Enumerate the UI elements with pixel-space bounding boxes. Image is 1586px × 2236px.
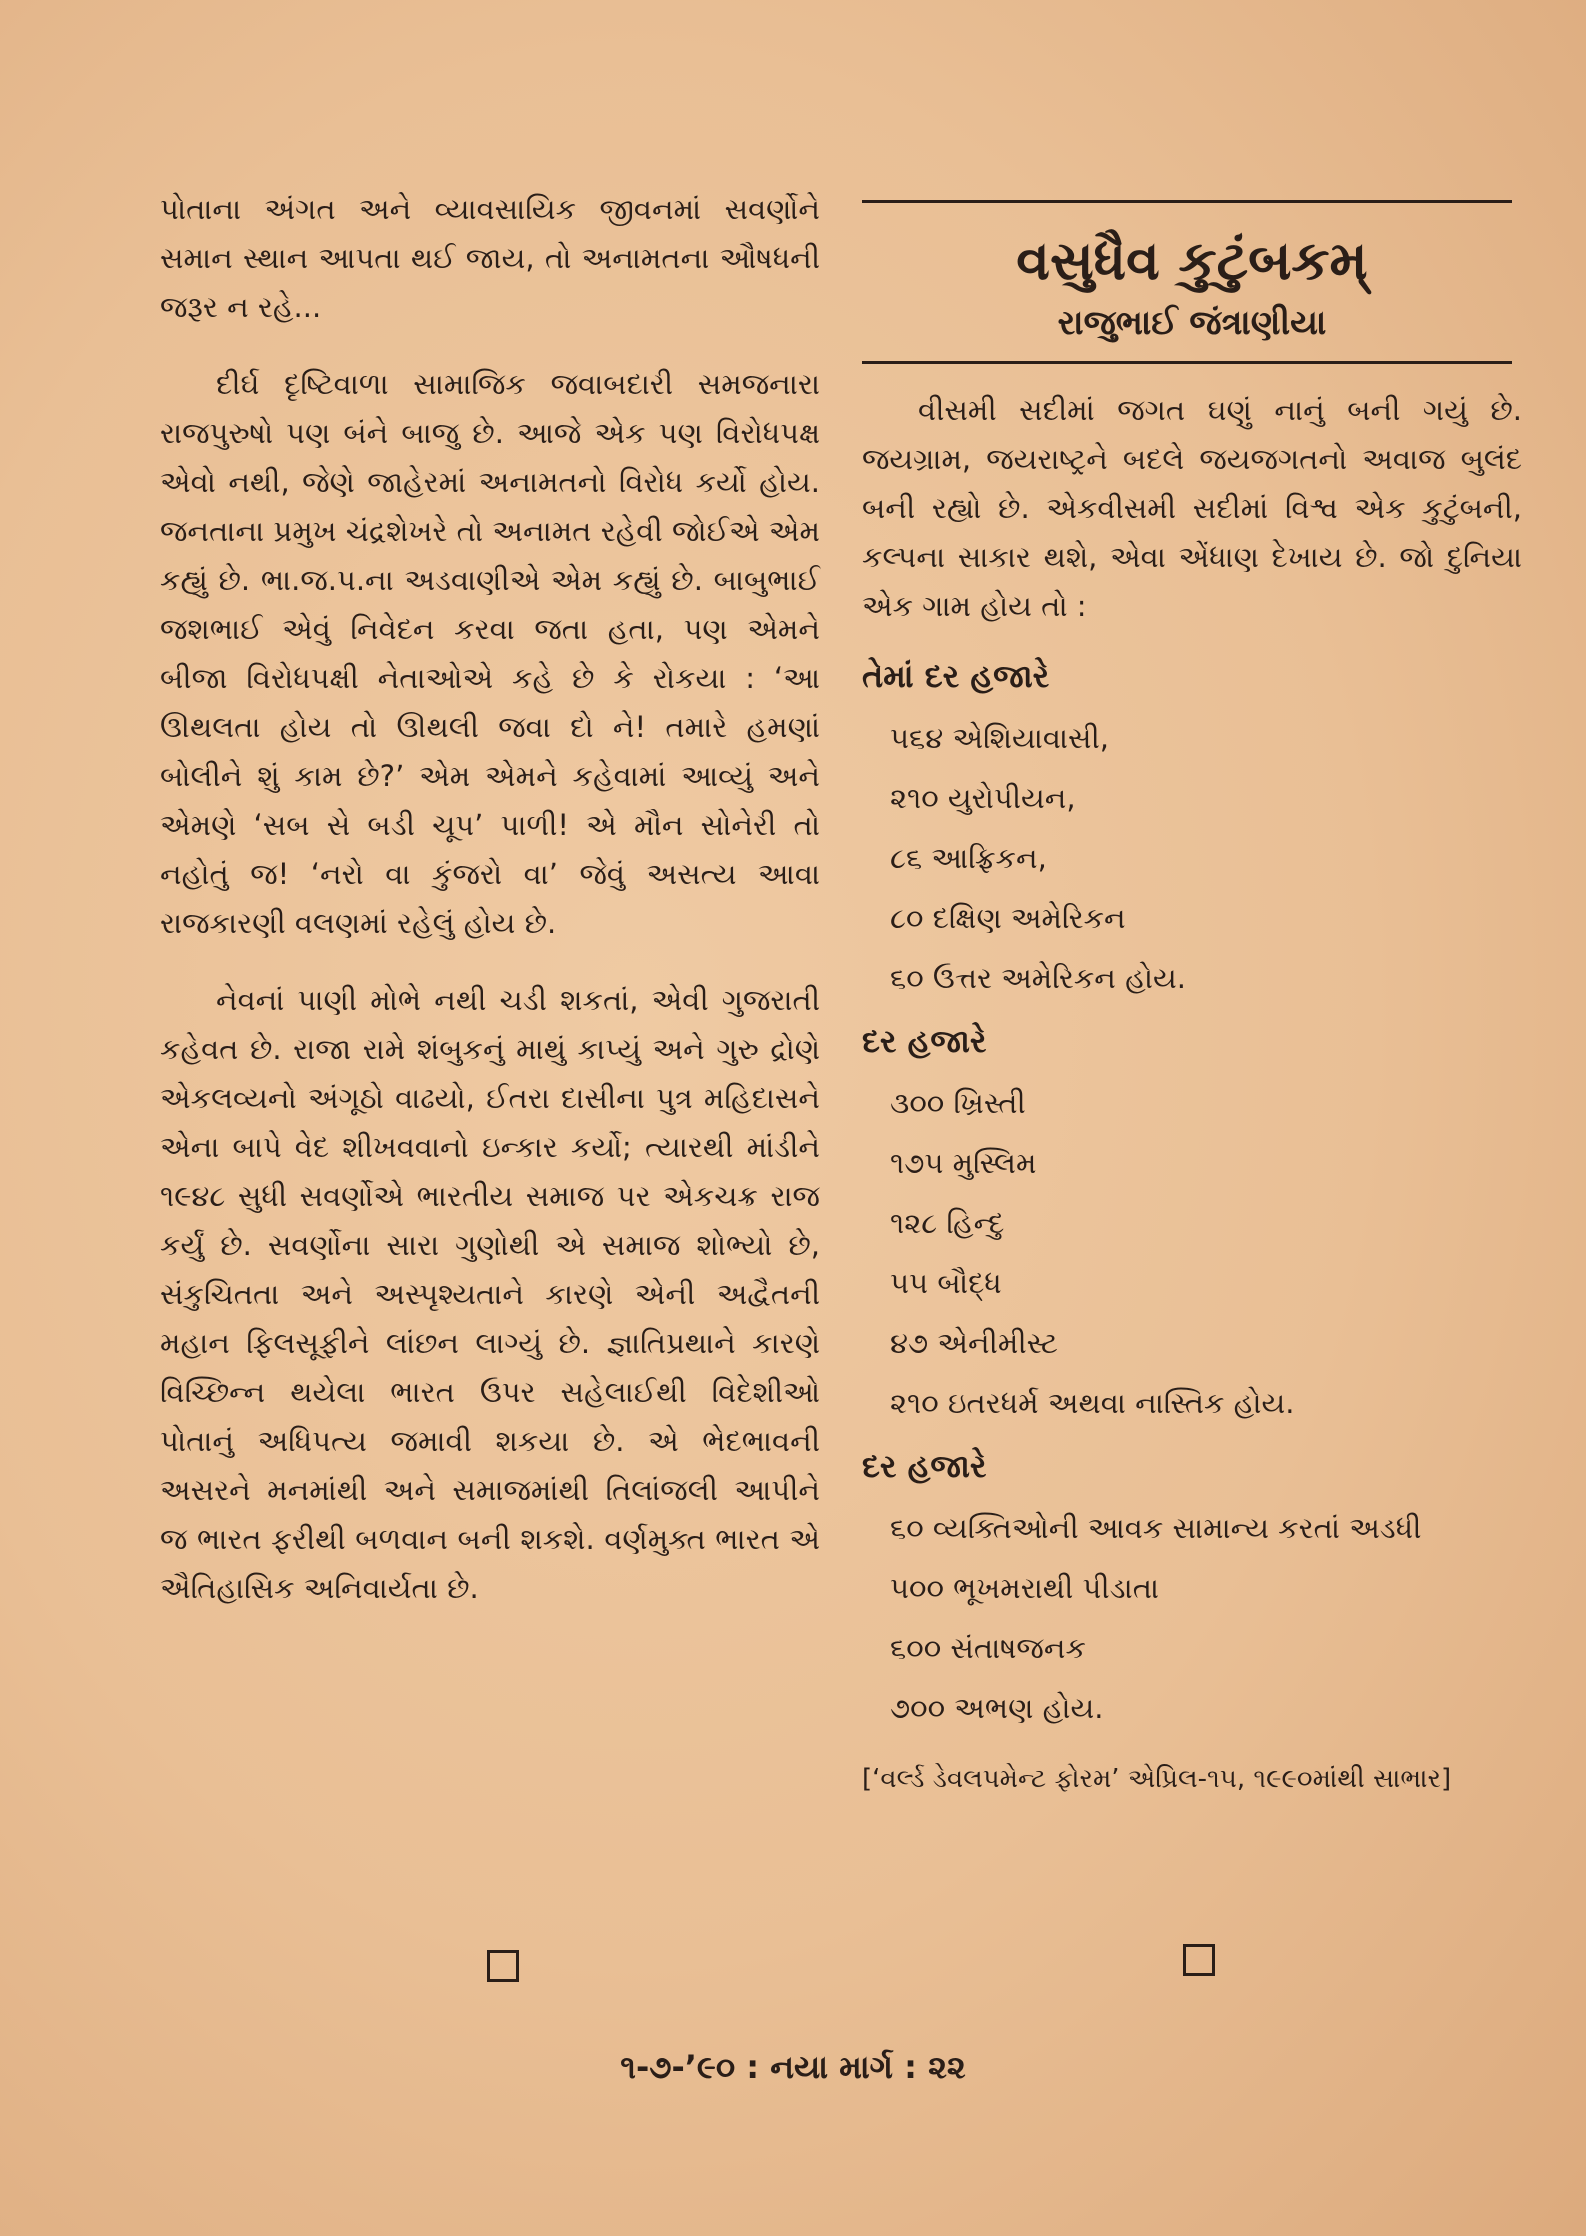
- list-item: ૭૦૦ અભણ હોય.: [890, 1691, 1104, 1725]
- paragraph-continuation: પોતાના અંગત અને વ્યાવસાયિક જીવનમાં સવર્ણોને સમાન સ્થાન આપતા થઈ જાય, તો અનામતના ઔષધની જરૂર ન રહે...: [160, 192, 820, 324]
- left-column: [160, 185, 820, 1641]
- end-mark-right: [1183, 1944, 1215, 1976]
- article-title: વસુધૈવ કુટુંબકમ્: [1016, 229, 1368, 292]
- list-item: ૨૧૦ ઇતરધર્મ અથવા નાસ્તિક હોય.: [890, 1386, 1295, 1420]
- list-item: ૫૦૦ ભૂખમરાથી પીડાતા: [890, 1571, 1160, 1605]
- bottom-rule: [862, 361, 1512, 364]
- list-item: ૪૭ એનીમીસ્ટ: [890, 1326, 1058, 1360]
- list-item: ૮૬ આફ્રિકન,: [890, 841, 1047, 875]
- list-item: ૮૦ દક્ષિણ અમેરિકન: [890, 901, 1126, 935]
- article-author: રાજુભાઈ જંત્રાણીયા: [1057, 303, 1327, 343]
- paragraph-history: નેવનાં પાણી મોભે નથી ચડી શકતાં, એવી ગુજરાતી કહેવત છે. રાજા રામે શંબુકનું માથું કાપ્યું અને ગુરુ દ્રોણે એકલવ્યનો અંગૂઠો વાઢયો, ઈતરા દાસીના પુત્ર મહિદાસને એના બાપે વેદ શીખવવાનો ઇન્કાર કર્યો; ત્યારથી માંડીને ૧૯૪૮ સુધી સવર્ણોએ ભારતીય સમાજ પર એકચક્ર રાજ કર્યું છે. સવર્ણોના સારા ગુણોથી એ સમાજ શોભ્યો છે, સંકુચિતતા અને અસ્પૃશ્યતાને કારણે એની અદ્વૈતની મહાન ફિલસૂફીને લાંછન લાગ્યું છે. જ્ઞાતિપ્રથાને કારણે વિચ્છિન્ન થયેલા ભારત ઉપર સહેલાઈથી વિદેશીઓ પોતાનું અધિપત્ય જમાવી શકયા છે. એ ભેદભાવની અસરને મનમાંથી અને સમાજમાંથી તિલાંજલી આપીને જ ભારત ફરીથી બળવાન બની શકશે. વર્ણમુક્ત ભારત એ ઐતિહાસિક અનિવાર્યતા છે.: [160, 983, 820, 1605]
- right-column: [862, 200, 1522, 1802]
- section2-list: [862, 1073, 1522, 1433]
- list-item: ૧૭૫ મુસ્લિમ: [890, 1146, 1037, 1180]
- section3-heading: દર હજારે: [862, 1447, 987, 1485]
- list-item: ૨૧૦ યુરોપીયન,: [890, 781, 1076, 815]
- list-item: ૬૦ ઉત્તર અમેરિકન હોય.: [890, 961, 1186, 995]
- list-item: ૬૦ વ્યક્તિઓની આવક સામાન્ય કરતાં અડધી: [890, 1511, 1422, 1545]
- section1-heading: તેમાં દર હજારે: [862, 657, 1050, 695]
- list-item: ૧૨૮ હિન્દુ: [890, 1206, 1005, 1240]
- paragraph-politicians: દીર્ઘ દૃષ્ટિવાળા સામાજિક જવાબદારી સમજનારા રાજપુરુષો પણ બંને બાજુ છે. આજે એક પણ વિરોધપક્ષ એવો નથી, જેણે જાહેરમાં અનામતનો વિરોધ કર્યો હોય. જનતાના પ્રમુખ ચંદ્રશેખરે તો અનામત રહેવી જોઈએ એમ કહ્યું છે. ભા.જ.પ.ના અડવાણીએ એમ કહ્યું છે. બાબુભાઈ જશભાઈ એવું નિવેદન કરવા જતા હતા, પણ એમને બીજા વિરોધપક્ષી નેતાઓએ કહે છે કે રોકયા : ‘આ ઊથલતા હોય તો ઊથલી જવા દો ને! તમારે હમણાં બોલીને શું કામ છે?’ એમ એમને કહેવામાં આવ્યું અને એમણે ‘સબ સે બડી ચૂપ’ પાળી! એ મૌન સોનેરી તો નહોતું જ! ‘નરો વા કુંજરો વા’ જેવું અસત્ય આવા રાજકારણી વલણમાં રહેલું હોય છે.: [160, 367, 820, 940]
- source-note: [‘વર્લ્ડ ડેવલપમેન્ટ ફોરમ’ એપ્રિલ-૧૫, ૧૯૯૦માંથી સાભાર]: [862, 1764, 1452, 1794]
- list-item: ૩૦૦ ખ્રિસ્તી: [890, 1086, 1026, 1120]
- page-footer: ૧-૭-’૯૦ : નયા માર્ગ : ૨૨: [620, 2048, 966, 2086]
- section2-heading: દર હજારે: [862, 1022, 987, 1060]
- end-mark-left: [487, 1950, 519, 1982]
- list-item: ૬૦૦ સંતાષજનક: [890, 1631, 1086, 1665]
- article-heading: [862, 203, 1522, 361]
- intro-paragraph: વીસમી સદીમાં જગત ઘણું નાનું બની ગયું છે. જયગ્રામ, જયરાષ્ટ્રને બદલે જયજગતનો અવાજ બુલંદ બની રહ્યો છે. એકવીસમી સદીમાં વિશ્વ એક કુટુંબની, કલ્પના સાકાર થશે, એવા એંધાણ દેખાય છે. જો દુનિયા એક ગામ હોય તો :: [862, 393, 1522, 623]
- section3-list: [862, 1498, 1522, 1738]
- list-item: ૫૫ બૌદ્ધ: [890, 1266, 1002, 1300]
- section1-list: [862, 708, 1522, 1008]
- list-item: ૫૬૪ એશિયાવાસી,: [890, 721, 1110, 755]
